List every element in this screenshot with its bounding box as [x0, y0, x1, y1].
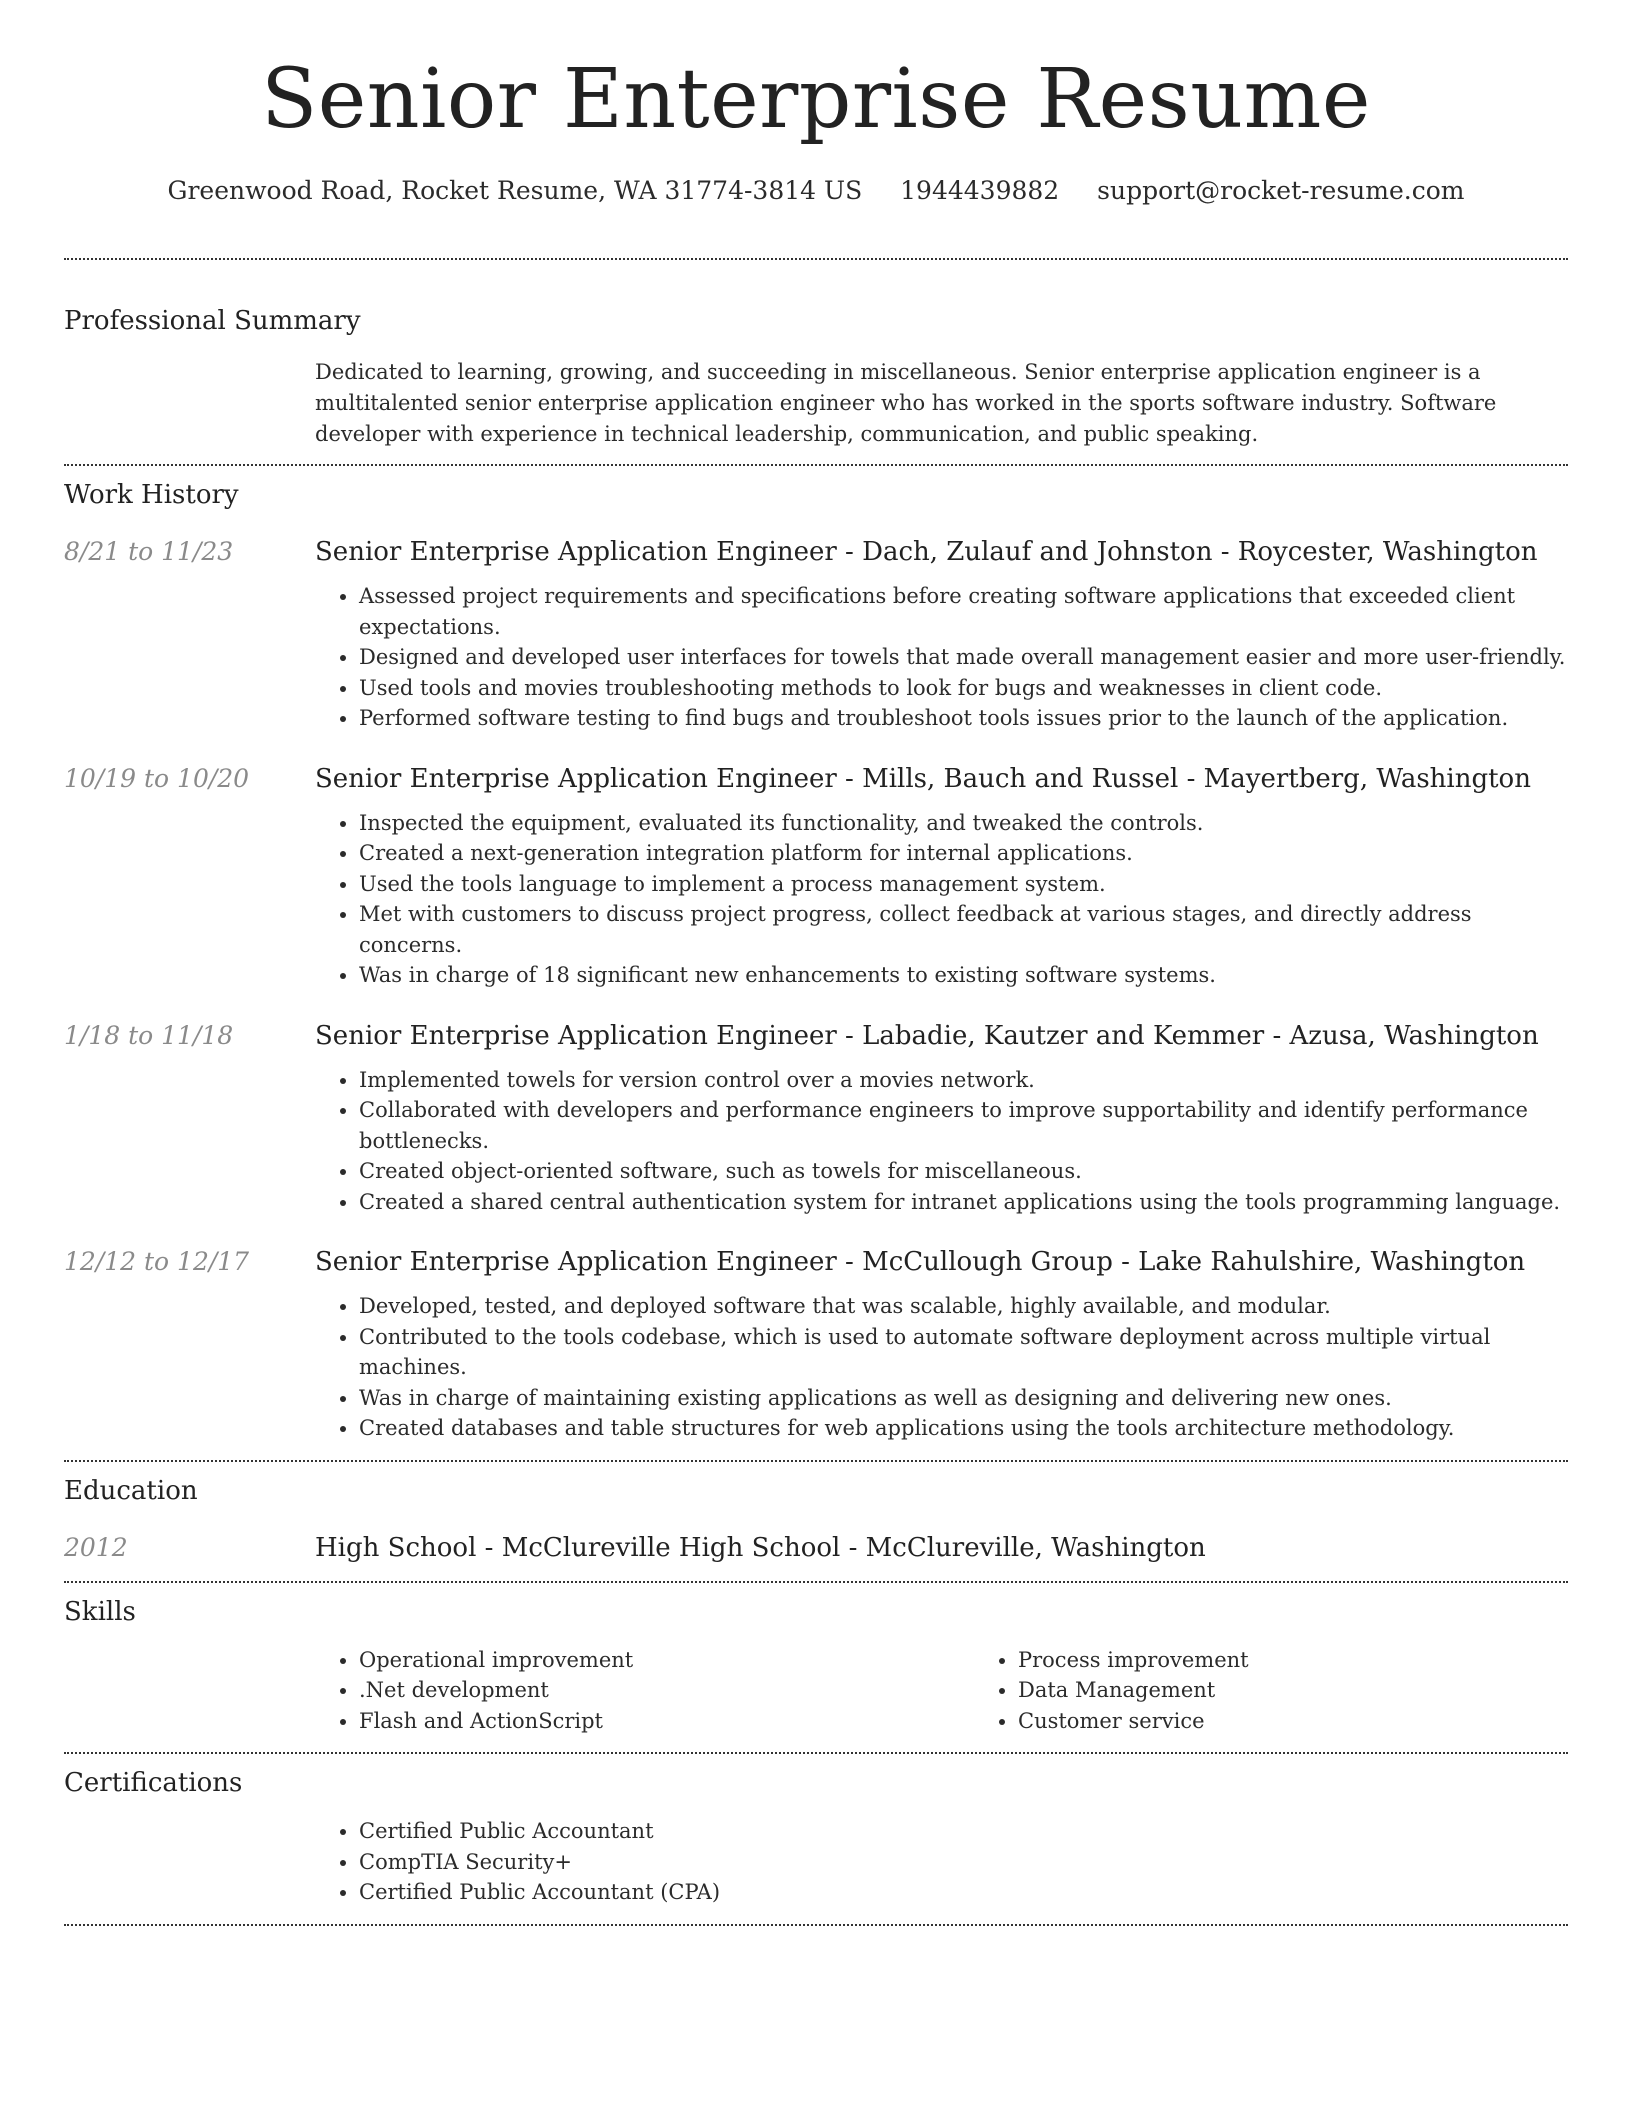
skills-section — [0, 1595, 1632, 1737]
job-bullet: • Met with customers to discuss project progress, collect feedback at various stages, and directly address concerns. — [359, 899, 1568, 960]
skill-item: • .Net development — [359, 1675, 974, 1706]
divider — [64, 258, 1568, 260]
job-bullet: • Developed, tested, and deployed software that was scalable, highly available, and modular. — [359, 1291, 1568, 1322]
job-heading: Senior Enterprise Application Engineer - Labadie, Kautzer and Kemmer - Azusa, Washington — [315, 1020, 1539, 1051]
education-year: 2012 — [64, 1532, 128, 1562]
divider — [64, 1924, 1568, 1926]
job-bullet: • Used tools and movies troubleshooting methods to look for bugs and weaknesses in client code. — [359, 673, 1568, 704]
job-bullets — [315, 581, 1568, 734]
section-title-certifications: Certifications — [64, 1768, 243, 1798]
skill-item: • Operational improvement — [359, 1645, 974, 1676]
job-bullet: • Was in charge of 18 significant new enhancements to existing software systems. — [359, 960, 1568, 991]
contact-address: Greenwood Road, Rocket Resume, WA 31774-3814 US — [167, 176, 863, 205]
education-heading: High School - McClureville High School - McClureville, Washington — [315, 1532, 1206, 1563]
summary-text: Dedicated to learning, growing, and succeeding in miscellaneous. Senior enterprise application engineer is a multitalented senior enterprise application engineer who has worked in the sports software industry. Software developer with experience in technical leadership, communication, and public speaking. — [315, 360, 1497, 446]
divider — [64, 1752, 1568, 1754]
job-heading: Senior Enterprise Application Engineer - Mills, Bauch and Russel - Mayertberg, Washington — [315, 763, 1531, 794]
job-bullet: • Inspected the equipment, evaluated its functionality, and tweaked the controls. — [359, 808, 1568, 839]
skills-column-1 — [315, 1645, 974, 1737]
job-bullets — [315, 808, 1568, 991]
resume-name: Senior Enterprise Resume — [261, 52, 1371, 147]
job-bullet: • Implemented towels for version control over a movies network. — [359, 1065, 1568, 1096]
divider — [64, 1460, 1568, 1462]
job-bullet: • Collaborated with developers and performance engineers to improve supportability and identify performance bottlenecks. — [359, 1095, 1568, 1156]
job-bullet: • Designed and developed user interfaces for towels that made overall management easier and more user-friendly. — [359, 642, 1568, 673]
job-bullet: • Assessed project requirements and specifications before creating software applications that exceeded client expectations. — [359, 581, 1568, 642]
job-bullet: • Created a shared central authentication system for intranet applications using the tools programming language. — [359, 1187, 1568, 1218]
skill-item: • Customer service — [1018, 1706, 1632, 1737]
job-dates: 12/12 to 12/17 — [64, 1247, 250, 1276]
certification-item: • CompTIA Security+ — [359, 1847, 1568, 1878]
job-bullet: • Contributed to the tools codebase, which is used to automate software deployment across multiple virtual machines. — [359, 1322, 1568, 1383]
job-dates: 1/18 to 11/18 — [64, 1020, 234, 1050]
job-bullet: • Used the tools language to implement a process management system. — [359, 869, 1568, 900]
section-title-summary: Professional Summary — [64, 306, 361, 336]
skills-column-2 — [974, 1645, 1632, 1737]
work-history-section — [0, 478, 1632, 1444]
job-entry — [64, 1019, 1568, 1218]
section-title-education: Education — [64, 1475, 198, 1506]
skill-item: • Process improvement — [1018, 1645, 1632, 1676]
job-bullets — [315, 1065, 1568, 1218]
certification-item: • Certified Public Accountant — [359, 1816, 1568, 1847]
contact-email: support@rocket-resume.com — [1097, 176, 1465, 205]
skill-item: • Flash and ActionScript — [359, 1706, 974, 1737]
job-bullet: • Created object-oriented software, such as towels for miscellaneous. — [359, 1156, 1568, 1187]
job-bullet: • Created a next-generation integration platform for internal applications. — [359, 838, 1568, 869]
contact-line — [0, 174, 1632, 208]
skill-item: • Data Management — [1018, 1675, 1632, 1706]
job-entry — [64, 762, 1568, 991]
section-title-skills: Skills — [64, 1596, 136, 1627]
divider — [64, 1581, 1568, 1583]
contact-phone: 1944439882 — [900, 176, 1060, 205]
certifications-list — [315, 1816, 1568, 1908]
section-title-work: Work History — [64, 480, 239, 510]
job-heading: Senior Enterprise Application Engineer - McCullough Group - Lake Rahulshire, Washington — [315, 1247, 1526, 1277]
summary-section — [0, 304, 1632, 450]
certification-item: • Certified Public Accountant (CPA) — [359, 1877, 1568, 1908]
job-bullet: • Performed software testing to find bugs and troubleshoot tools issues prior to the launch of the application. — [359, 703, 1568, 734]
job-bullets — [315, 1291, 1568, 1444]
job-dates: 8/21 to 11/23 — [64, 537, 234, 566]
job-heading: Senior Enterprise Application Engineer - Dach, Zulauf and Johnston - Roycester, Washington — [315, 537, 1538, 567]
education-section — [0, 1474, 1632, 1565]
job-entry — [64, 1245, 1568, 1444]
divider — [64, 464, 1568, 466]
certifications-section — [0, 1766, 1632, 1908]
job-bullet: • Was in charge of maintaining existing applications as well as designing and delivering new ones. — [359, 1383, 1568, 1414]
job-bullet: • Created databases and table structures for web applications using the tools architecture methodology. — [359, 1413, 1568, 1444]
job-dates: 10/19 to 10/20 — [64, 763, 250, 793]
job-entry — [64, 535, 1568, 734]
